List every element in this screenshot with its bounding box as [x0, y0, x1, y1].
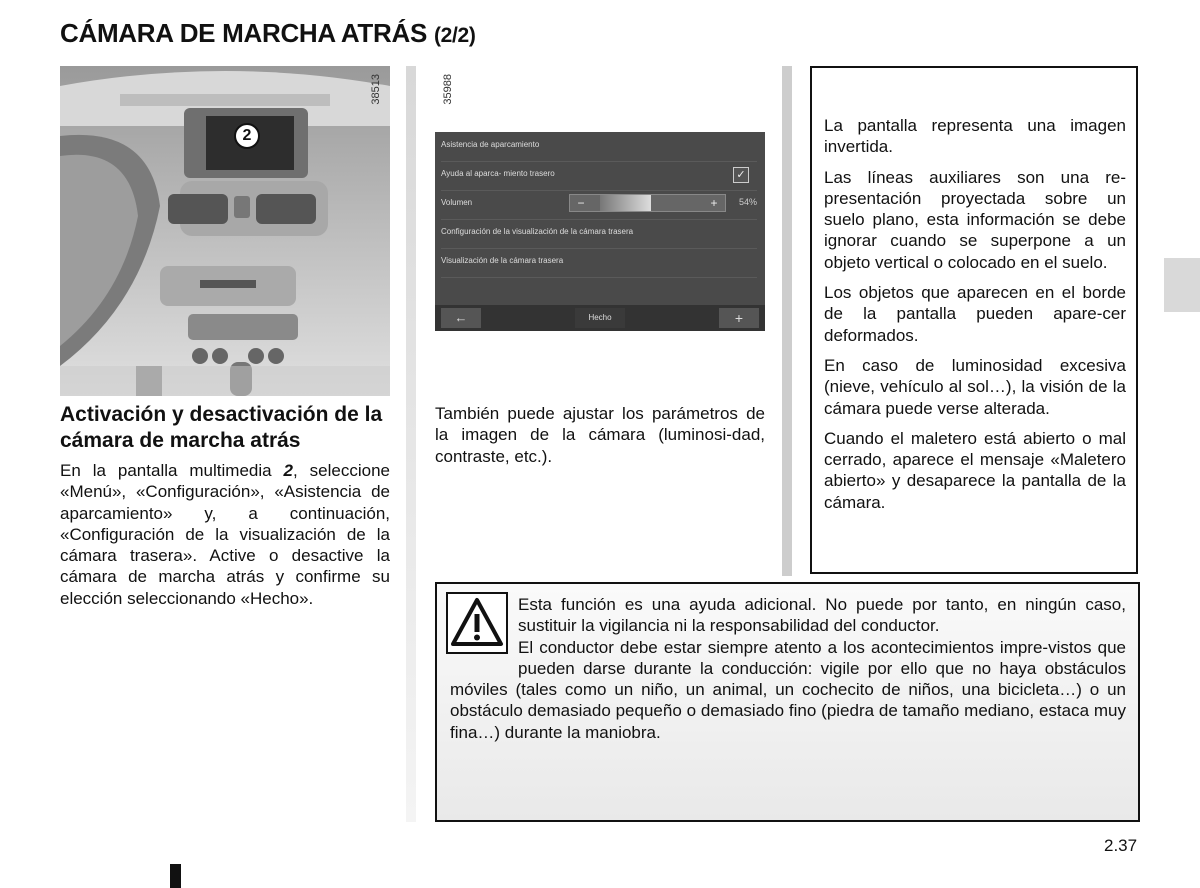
page-number: 2.37: [1104, 836, 1138, 855]
back-arrow-icon[interactable]: ←: [441, 308, 481, 328]
screen-bottom-bar: [435, 305, 765, 331]
activation-paragraph: [60, 460, 390, 609]
adjust-paragraph: También puede ajustar los parámetros de la imagen de la cámara (luminosi-dad, contraste, etc.).: [435, 404, 765, 466]
note-1: La pantalla representa una imagen invertida.: [824, 116, 1126, 157]
display-camera-label: Visualización de la cámara trasera: [441, 256, 564, 265]
crop-mark: [170, 864, 181, 888]
dashboard-illustration: [60, 66, 390, 396]
activation-text-1: En la pantalla multimedia: [60, 461, 284, 480]
volume-slider[interactable]: [569, 194, 726, 212]
minus-icon[interactable]: −: [577, 196, 585, 210]
screen-row-rear-aid[interactable]: [441, 161, 757, 191]
menu-title-text: Asistencia de aparcamiento: [441, 140, 540, 149]
volume-label: Volumen: [441, 198, 473, 207]
volume-fill: [600, 195, 651, 211]
title-text: CÁMARA DE MARCHA ATRÁS: [60, 18, 427, 48]
warning-1: Esta función es una ayuda adicional. No puede por tanto, en ningún caso, sustituir la vigilancia ni la responsabilidad del conductor.: [518, 595, 1126, 636]
rear-aid-label: Ayuda al aparca- miento trasero: [441, 169, 555, 178]
screen-row-config-display[interactable]: [441, 219, 757, 249]
note-5: Cuando el maletero está abierto o mal cerrado, aparece el mensaje «Maletero abierto» y desaparece la pantalla de la cámara.: [824, 428, 1126, 512]
screen-menu-title: [441, 132, 757, 162]
note-3: Los objetos que aparecen en el borde de la pantalla pueden apare-cer deformados.: [824, 283, 1126, 345]
figure-ref-left: 38513: [370, 74, 382, 105]
column-divider-right: [782, 66, 792, 576]
activation-ref-2: 2: [283, 461, 293, 480]
plus-icon-bottom[interactable]: +: [719, 308, 759, 328]
activation-text-2: , seleccione «Menú», «Configuración», «Asistencia de aparcamiento» y, a continuación, «Configuración de la visualización de la cámara trasera». Active o desactive la cámara de marcha atrás y confirme su elección seleccionando «Hecho».: [60, 461, 390, 608]
screen-row-volume: [441, 190, 757, 220]
section-heading: Activación y desactivación de la cámara de marcha atrás: [60, 403, 383, 452]
title-part: (2/2): [433, 24, 476, 47]
side-tab: [1164, 258, 1200, 312]
multimedia-screen: [435, 132, 765, 331]
plus-icon[interactable]: +: [710, 196, 718, 210]
column-divider: [406, 66, 416, 822]
callout-2: 2: [234, 123, 260, 149]
note-paragraphs: [824, 115, 1126, 522]
volume-value: 54%: [738, 197, 757, 207]
done-button[interactable]: Hecho: [575, 308, 625, 328]
screen-row-display-camera[interactable]: [441, 248, 757, 278]
dashboard-drawing: [60, 66, 390, 396]
figure-ref-middle: 35988: [442, 74, 454, 105]
page-title: [60, 18, 476, 49]
note-2: Las líneas auxiliares son una re-presentación proyectada sobre un suelo plano, esta información se debe ignorar cuando se superpone a un objeto vertical o colocado en el suelo.: [824, 167, 1126, 272]
warning-text: [450, 594, 1126, 743]
checkbox-icon[interactable]: ✓: [733, 167, 749, 183]
config-display-label: Configuración de la visualización de la cámara trasera: [441, 227, 634, 236]
warning-triangle-icon: [446, 592, 508, 654]
warning-2: El conductor debe estar siempre atento a los acontecimientos impre-vistos que pueden darse durante la conducción: vigile por ello que no haya obstáculos móviles (tales como un niño, un animal, un cochecito de niños, una bicicleta…) o un obstáculo demasiado pequeño o demasiado fino (piedra de tamaño mediano, estaca muy fina…) durante la maniobra.: [450, 637, 1126, 742]
note-4: En caso de luminosidad excesiva (nieve, vehículo al sol…), la visión de la cámara puede verse alterada.: [824, 355, 1126, 418]
